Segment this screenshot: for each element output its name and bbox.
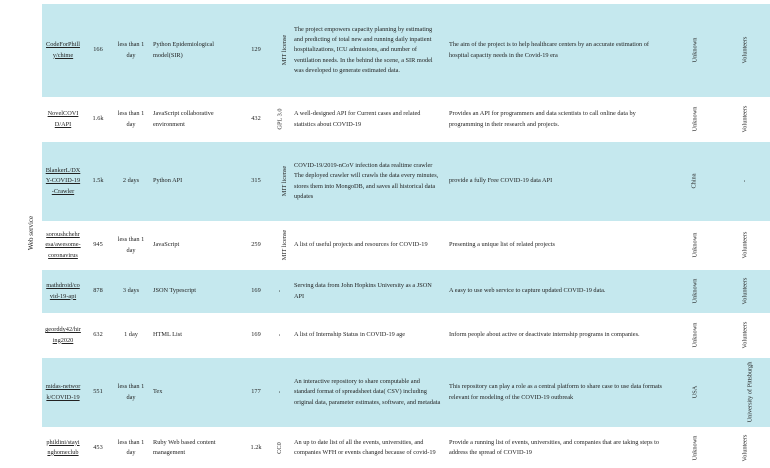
technology: JavaScript collaborative environment [153,110,214,128]
projects-table [42,3,770,468]
license: MIT license [281,35,289,66]
description-cell [290,4,445,98]
stars-count: 1.5k [92,177,104,185]
project-name-link[interactable]: CodeForPhilly/chime [46,41,80,59]
description: A well-designed API for Current cases and related statistics about COVID-19 [294,110,421,128]
stars-count: 453 [93,443,103,451]
aim: A easy to use web service to capture updated COVID-19 data. [449,287,606,295]
license-cell [270,270,290,314]
forks-count-cell [242,358,270,428]
project-name-link-cell [42,428,84,468]
maintainer-cell [720,4,770,98]
country: China [690,173,698,190]
maintainer: Volunteers [740,434,748,462]
update-time: 1 day [124,331,138,339]
country: Unknown [690,435,698,461]
stars-count: 166 [93,46,103,54]
technology-cell [150,428,242,468]
update-time: less than 1 day [117,383,145,401]
maintainer: Volunteers [740,37,748,64]
country-cell [670,358,720,428]
forks-count-cell [242,4,270,98]
country: USA [690,386,698,399]
section-label-text: Web service [27,215,36,251]
stars-count-cell [84,270,112,314]
technology: Python API [153,177,183,185]
description: The project empowers capacity planning by estimating and predicting of total new and running daily inpatient hospitalizations, ICU admissions, and number of ventilation needs. In the behind the scene, a SIR model was developed to generate estimated data. [294,26,433,74]
license-cell [270,358,290,428]
technology: JSON Typescript [153,287,196,295]
country-cell [670,314,720,358]
forks-count: 1.2k [250,443,262,451]
aim-cell [445,270,670,314]
project-name-link[interactable]: soroushchehresa/awesome-coronavirus [45,231,81,259]
country-cell [670,428,720,468]
technology-cell [150,4,242,98]
aim: provide a fully Free COVID-19 data API [449,177,553,185]
update-time: 3 days [122,287,140,295]
description-cell [290,98,445,142]
technology: Ruby Web based content management [153,438,216,456]
maintainer-cell [720,142,770,222]
description: An up to date list of all the events, universities, and companies WFH or events changed because of covid-19 [294,438,436,456]
project-name-link-cell [42,314,84,358]
maintainer-cell [720,358,770,428]
update-time-cell [112,142,150,222]
forks-count: 169 [251,331,261,339]
aim-cell [445,358,670,428]
table-body [42,4,770,468]
update-time: less than 1 day [117,236,145,254]
stars-count-cell [84,314,112,358]
forks-count-cell [242,222,270,270]
update-time-cell [112,270,150,314]
update-time-cell [112,314,150,358]
technology-cell [150,314,242,358]
stars-count: 945 [93,241,103,249]
maintainer: Volunteers [740,106,748,133]
project-name-link-cell [42,4,84,98]
forks-count-cell [242,142,270,222]
aim-cell [445,98,670,142]
forks-count-cell [242,428,270,468]
maintainer: Volunteers [740,322,748,349]
description: Serving data from John Hopkins University as a JSON API [294,282,432,300]
technology-cell [150,142,242,222]
stars-count-cell [84,428,112,468]
stars-count: 632 [93,331,103,339]
forks-count: 315 [251,177,261,185]
update-time-cell [112,4,150,98]
license: CC0 [275,441,283,454]
project-name-link-cell [42,358,84,428]
maintainer-cell [720,98,770,142]
description: An interactive repository to share computable and standard format of spreadsheet data( CSV) including original data, parameter estimates, software, and metadata [294,378,441,406]
technology: Python Epidemiological model(SIR) [153,41,215,59]
project-name-link-cell [42,98,84,142]
technology-cell [150,358,242,428]
update-time: less than 1 day [117,438,145,456]
table-row [42,314,770,358]
license: - [275,391,283,394]
project-name-link-cell [42,270,84,314]
description: A list of Internship Status in COVID-19 age [294,331,406,339]
technology-cell [150,98,242,142]
maintainer: Volunteers [740,232,748,259]
forks-count: 259 [251,241,261,249]
technology: JavaScript [153,241,180,249]
aim: This repository can play a role as a central platform to share case to use data formats relevant for modeling of the COVID-19 outbreak [449,383,662,401]
project-name-link[interactable]: BlankerL/DXY-COVID-19-Crawler [45,167,81,195]
license: - [275,334,283,337]
stars-count-cell [84,222,112,270]
license-cell [270,428,290,468]
update-time: less than 1 day [117,110,145,128]
description-cell [290,142,445,222]
country: Unknown [690,323,698,348]
forks-count: 169 [251,287,261,295]
aim-cell [445,4,670,98]
maintainer-cell [720,270,770,314]
stars-count-cell [84,142,112,222]
update-time: less than 1 day [117,41,145,59]
country: Unknown [690,233,698,258]
country-cell [670,270,720,314]
update-time-cell [112,98,150,142]
aim: Inform people about active or deactivate internship programs in companies. [449,331,640,339]
country-cell [670,142,720,222]
description-cell [290,314,445,358]
description-cell [290,270,445,314]
forks-count: 432 [251,115,261,123]
aim-cell [445,222,670,270]
license-cell [270,142,290,222]
table-row [42,4,770,98]
forks-count: 129 [251,46,261,54]
description-cell [290,222,445,270]
stars-count-cell [84,98,112,142]
aim: The aim of the project is to help healthcare centers by an accurate estimation of hospital capacity needs in the Covid-19 era [449,41,650,59]
technology-cell [150,270,242,314]
stars-count: 551 [93,388,103,396]
project-name-link[interactable]: NovelCOVID/API [47,110,79,128]
forks-count-cell [242,98,270,142]
table-row [42,98,770,142]
aim-cell [445,428,670,468]
country: Unknown [690,38,698,63]
maintainer: University of Pittsburgh [746,362,754,423]
table-row [42,358,770,428]
license-cell [270,314,290,358]
maintainer-cell [720,314,770,358]
stars-count: 878 [93,287,103,295]
project-name-link-cell [42,142,84,222]
table-row [42,222,770,270]
maintainer: - [740,180,748,183]
aim: Provide a running list of events, universities, and companies that are taking steps to address the spread of COVID-19 [449,438,660,456]
forks-count-cell [242,314,270,358]
country: Unknown [690,107,698,132]
aim-cell [445,314,670,358]
update-time: 2 days [122,177,140,185]
maintainer-cell [720,222,770,270]
license: - [275,290,283,293]
project-name-link[interactable]: mathdroid/covid-19-api [46,282,80,300]
aim-cell [445,142,670,222]
technology: Tex [153,388,163,396]
stars-count: 1.6k [92,115,104,123]
table-row [42,142,770,222]
description-cell [290,428,445,468]
description-cell [290,358,445,428]
table-row [42,270,770,314]
update-time-cell [112,358,150,428]
license: GPL 3.0 [276,108,284,131]
update-time-cell [112,428,150,468]
project-name-link-cell [42,222,84,270]
maintainer-cell [720,428,770,468]
country-cell [670,222,720,270]
project-name-link[interactable]: georddy42/hiring2020 [45,326,81,344]
license: MIT license [281,166,289,197]
stars-count-cell [84,358,112,428]
license: MIT license [281,230,289,261]
forks-count: 177 [251,388,261,396]
technology-cell [150,222,242,270]
description: A list of useful projects and resources for COVID-19 [294,241,428,249]
maintainer: Volunteers [740,278,748,305]
table-row [42,428,770,468]
section-label [22,0,40,466]
stars-count-cell [84,4,112,98]
license-cell [270,222,290,270]
project-name-link[interactable]: phildini/stayinghomeclub [46,438,80,456]
license-cell [270,98,290,142]
country-cell [670,4,720,98]
project-name-link[interactable]: midas-network/COVID-19 [45,383,81,401]
license-cell [270,4,290,98]
description: COVID-19/2019-nCoV infection data realtime crawler The deployed crawler will crawls the data every minutes, stores them into MongoDB, and saves all historical data updates [294,162,439,200]
technology: HTML List [153,331,182,339]
aim: Presenting a unique list of related projects [449,241,555,249]
forks-count-cell [242,270,270,314]
update-time-cell [112,222,150,270]
aim: Provides an API for programmers and data scientists to call online data by programming in their research and projects. [449,110,636,128]
country-cell [670,98,720,142]
country: Unknown [690,279,698,304]
